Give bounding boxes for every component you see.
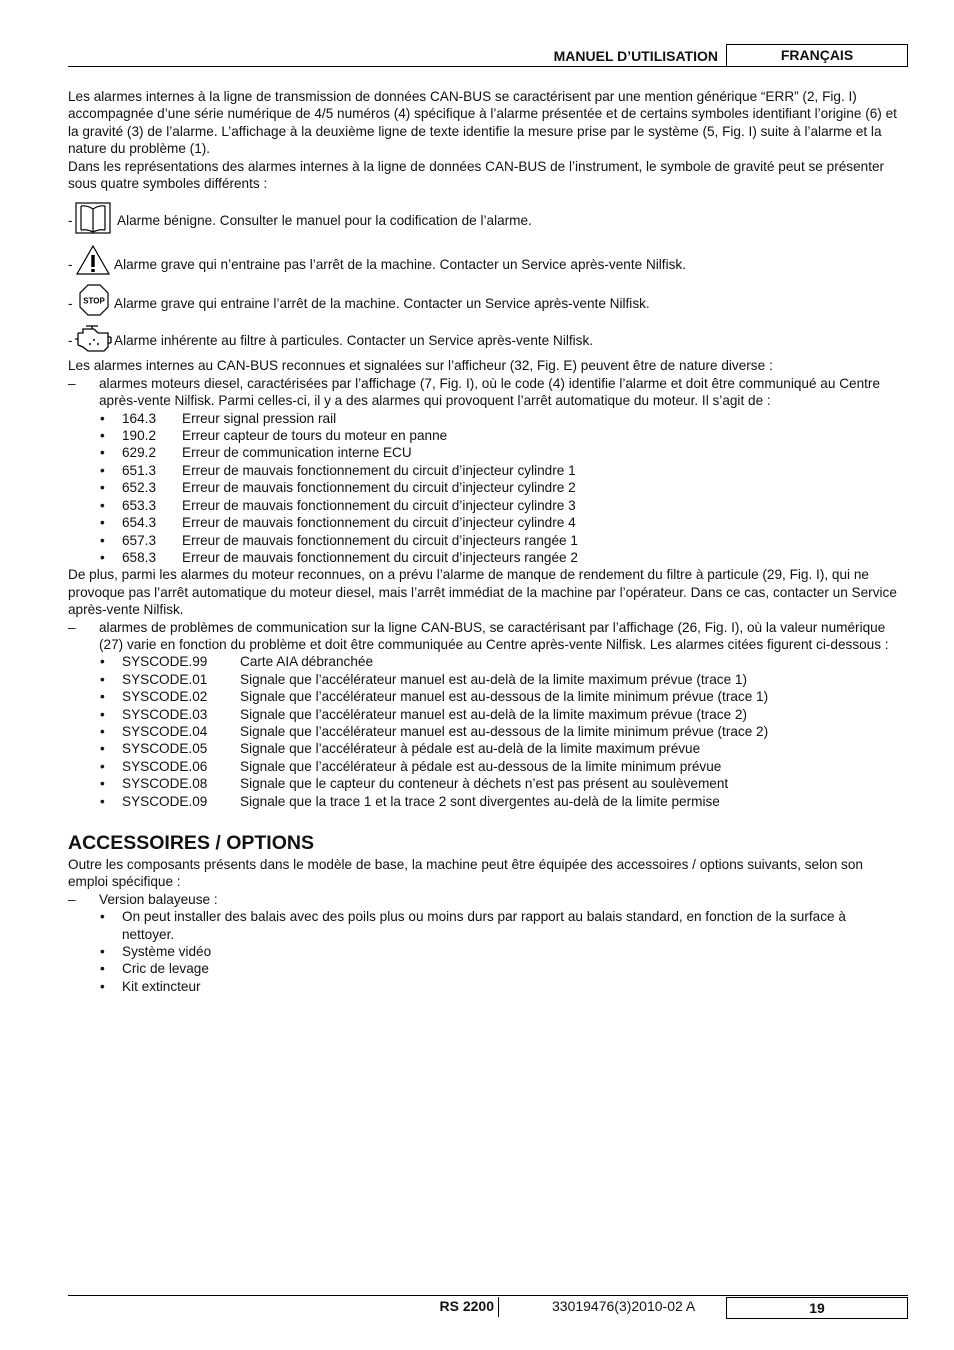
symbol-text-stop: Alarme grave qui entraine l’arrêt de la machine. Contacter un Service après-vente Nilfisk. bbox=[114, 296, 650, 312]
stop-sign-icon bbox=[79, 284, 109, 316]
alarms-intro: Les alarmes internes au CAN-BUS reconnues et signalées sur l’afficheur (32, Fig. E) peuvent être de nature diverse : bbox=[68, 358, 773, 374]
list-item: • 658.3 Erreur de mauvais fonctionnement du circuit d’injecteurs rangée 2 bbox=[100, 549, 578, 565]
list-item: • SYSCODE.05 Signale que l’accélérateur à pédale est au-delà de la limite maximum prévue bbox=[100, 741, 701, 757]
page-header bbox=[68, 44, 908, 66]
footer-rule bbox=[68, 1295, 908, 1296]
intro-paragraph-2: Dans les représentations des alarmes internes à la ligne de données CAN-BUS de l’instrument, le symbole de gravité peut se présenter sous quatre symboles différents : bbox=[68, 158, 885, 192]
list-item: • SYSCODE.08 Signale que le capteur du conteneur à déchets n’est pas présent au soulèvement bbox=[100, 776, 729, 792]
list-item: • 652.3 Erreur de mauvais fonctionnement du circuit d’injecteur cylindre 2 bbox=[100, 480, 576, 496]
symbol-row-benign: - Alarme bénigne. Consulter le manuel pour la codification de l’alarme. bbox=[68, 202, 900, 236]
symbol-row-warning: - Alarme grave qui n’entraine pas l’arrêt de la machine. Contacter un Service après-vente Nilfisk. bbox=[68, 244, 900, 278]
accessories-heading: ACCESSOIRES / OPTIONS bbox=[68, 832, 314, 854]
accessories-list bbox=[68, 891, 900, 908]
symbol-text-benign: Alarme bénigne. Consulter le manuel pour la codification de l’alarme. bbox=[117, 213, 532, 229]
symbol-row-filter: - Alarme inhérente au filtre à particules. Contacter un Service après-vente Nilfisk. bbox=[68, 323, 900, 353]
language-label: FRANÇAIS bbox=[726, 44, 908, 67]
page-content bbox=[68, 88, 900, 995]
header-rule bbox=[68, 66, 908, 67]
filter-note: De plus, parmi les alarmes du moteur reconnues, on a prévu l’alarme de manque de rendement du filtre à particule (29, Fig. I), qui ne provoque pas l’arrêt automatique du moteur diesel, mais l’arrêt immédiat de la machine par l’opérateur. Dans ce cas, contacter un Service après-vente Nilfisk. bbox=[68, 567, 897, 618]
version-text: Version balayeuse : bbox=[99, 891, 218, 907]
manual-book-icon bbox=[75, 202, 111, 234]
list-item-version: – Version balayeuse : bbox=[68, 891, 218, 907]
list-item: • SYSCODE.03 Signale que l’accélérateur manuel est au-delà de la limite maximum prévue (trace 2) bbox=[100, 706, 747, 722]
list-item: • SYSCODE.09 Signale que la trace 1 et la trace 2 sont divergentes au-delà de la limite permise bbox=[100, 793, 720, 809]
list-item: • Kit extincteur bbox=[100, 978, 201, 994]
page-number: 19 bbox=[726, 1297, 908, 1319]
list-item-diesel: – alarmes moteurs diesel, caractérisées par l’affichage (7, Fig. I), où le code (4) identifie l’alarme et doit être communiqué au Centre après-vente Nilfisk. Parmi celles-ci, il y a des alarmes qui provoquent l’arrêt automatique du moteur. Il s’agit de : bbox=[68, 375, 881, 409]
symbol-row-stop: - STOP Alarme grave qui entraine l’arrêt de la machine. Contacter un Service après-vente Nilfisk. bbox=[68, 284, 900, 318]
list-item: • SYSCODE.02 Signale que l’accélérateur manuel est au-dessous de la limite minimum prévue (trace 1) bbox=[100, 689, 769, 705]
particle-filter-icon bbox=[74, 323, 112, 353]
list-item: • SYSCODE.01 Signale que l’accélérateur manuel est au-delà de la limite maximum prévue (trace 1) bbox=[100, 671, 747, 687]
accessories-intro: Outre les composants présents dans le modèle de base, la machine peut être équipée des accessoires / options suivants, selon son emploi spécifique : bbox=[68, 857, 863, 890]
list-item: • SYSCODE.99 Carte AIA débranchée bbox=[100, 654, 374, 670]
warning-triangle-icon bbox=[75, 244, 111, 276]
alarm-types-list bbox=[68, 375, 900, 410]
symbol-text-warning: Alarme grave qui n’entraine pas l’arrêt de la machine. Contacter un Service après-vente Nilfisk. bbox=[114, 257, 686, 273]
list-item: • 657.3 Erreur de mauvais fonctionnement du circuit d’injecteurs rangée 1 bbox=[100, 532, 578, 548]
list-item: • 164.3 Erreur signal pression rail bbox=[100, 410, 337, 426]
list-item: • 651.3 Erreur de mauvais fonctionnement du circuit d’injecteur cylindre 1 bbox=[100, 462, 576, 478]
symbol-text-filter: Alarme inhérente au filtre à particules. Contacter un Service après-vente Nilfisk. bbox=[114, 333, 594, 349]
canbus-text: alarmes de problèmes de communication sur la ligne CAN-BUS, se caractérisant par l’affichage (26, Fig. I), où la valeur numérique (27) varie en fonction du problème et doit être communiquée au Centre après-vente Nilfisk. Les alarmes citées figurent ci-dessous : bbox=[99, 619, 889, 652]
list-item: • 629.2 Erreur de communication interne ECU bbox=[100, 445, 412, 461]
model-label: RS 2200 bbox=[439, 1298, 494, 1314]
list-item: • On peut installer des balais avec des poils plus ou moins durs par rapport au balais standard, en fonction de la surface à nettoyer. bbox=[100, 909, 846, 942]
canbus-codes-list bbox=[68, 653, 900, 810]
page-footer bbox=[68, 1295, 908, 1319]
list-item: • SYSCODE.06 Signale que l’accélérateur à pédale est au-dessous de la limite minimum prévue bbox=[100, 758, 722, 774]
accessories-items-list bbox=[68, 908, 900, 995]
list-item-canbus: – alarmes de problèmes de communication sur la ligne CAN-BUS, se caractérisant par l’affichage (26, Fig. I), où la valeur numérique (27) varie en fonction du problème et doit être communiquée au Centre après-vente Nilfisk. Les alarmes citées figurent ci-dessous : bbox=[68, 619, 889, 652]
diesel-codes-list bbox=[68, 410, 900, 567]
diesel-text: alarmes moteurs diesel, caractérisées par l’affichage (7, Fig. I), où le code (4) identifie l’alarme et doit être communiqué au Centre après-vente Nilfisk. Parmi celles-ci, il y a des alarmes qui provoquent l’arrêt automatique du moteur. Il s’agit de : bbox=[99, 375, 881, 409]
document-number: 33019476(3)2010-02 A bbox=[552, 1298, 696, 1314]
stop-icon-label: STOP bbox=[83, 296, 105, 306]
list-item: • 654.3 Erreur de mauvais fonctionnement du circuit d’injecteur cylindre 4 bbox=[100, 515, 576, 531]
list-item: • Système vidéo bbox=[100, 944, 212, 960]
list-item: • 653.3 Erreur de mauvais fonctionnement du circuit d’injecteur cylindre 3 bbox=[100, 497, 576, 513]
alarm-types-list-2 bbox=[68, 619, 900, 654]
list-item: • 190.2 Erreur capteur de tours du moteur en panne bbox=[100, 428, 448, 444]
list-item: • SYSCODE.04 Signale que l’accélérateur manuel est au-dessous de la limite minimum prévue (trace 2) bbox=[100, 723, 769, 739]
manual-title: MANUEL D’UTILISATION bbox=[553, 48, 718, 64]
intro-paragraph-1: Les alarmes internes à la ligne de transmission de données CAN-BUS se caractérisent par une mention générique “ERR” (2, Fig. I) accompagnée d’une série numérique de 4/5 numéros (4) spécifique à l’alarme présentée et de certains symboles identifiant l’origine (6) et la gravité (3) de l’alarme. L’affichage à la deuxième ligne de texte identifie la mesure prise par le système (5, Fig. I) suite à l’alarme et la nature du problème (1). bbox=[68, 89, 897, 157]
footer-divider bbox=[498, 1297, 499, 1317]
list-item: • Cric de levage bbox=[100, 961, 209, 977]
